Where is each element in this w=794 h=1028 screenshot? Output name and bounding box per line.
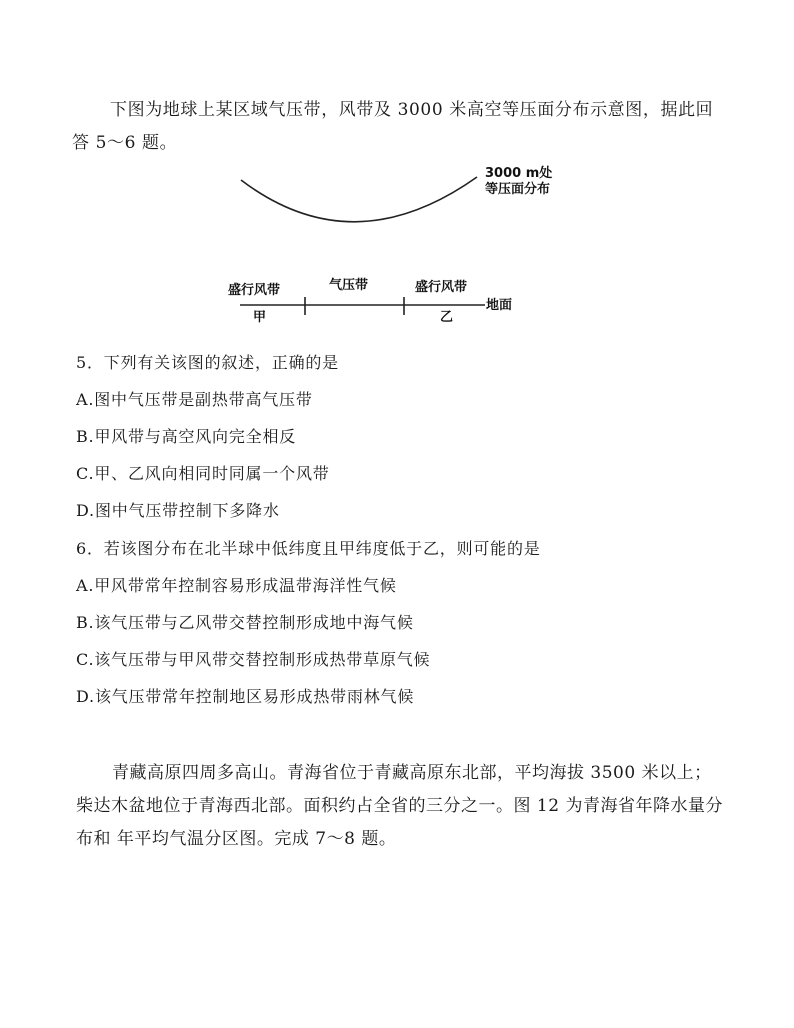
question-5-option-a: A.图中气压带是副热带高气压带 xyxy=(76,390,313,409)
passage-2-paragraph xyxy=(76,757,726,856)
intro-text: 下图为地球上某区域气压带，风带及 3000 米高空等压面分布示意图，据此回答 5～6 题。 xyxy=(72,100,714,153)
question-5-option-c: C.甲、乙风向相同时同属一个风带 xyxy=(76,464,330,483)
question-5-stem: 5．下列有关该图的叙述，正确的是 xyxy=(76,353,339,372)
question-6-option-c: C.该气压带与甲风带交替控制形成热带草原气候 xyxy=(76,650,431,669)
question-6-option-a: A.甲风带常年控制容易形成温带海洋性气候 xyxy=(76,576,397,595)
ground-label: 地面 xyxy=(486,298,513,313)
question-6-stem: 6．若该图分布在北半球中低纬度且甲纬度低于乙，则可能的是 xyxy=(76,539,541,558)
question-6-option-d: D.该气压带常年控制地区易形成热带雨林气候 xyxy=(76,687,415,706)
belt-label-right: 盛行风带 xyxy=(415,280,468,295)
question-6-option-b: B.该气压带与乙风带交替控制形成地中海气候 xyxy=(76,613,414,632)
marker-jia: 甲 xyxy=(253,310,267,325)
passage-2-text: 青藏高原四周多高山。青海省位于青藏高原东北部，平均海拔 3500 米以上；柴达木盆地位于青海西北部。面积约占全省的三分之一。图 12 为青海省年降水量分布和 年平均气温分区图。完成 7～8 题。 xyxy=(76,763,723,849)
intro-paragraph xyxy=(72,94,722,160)
question-5-option-b: B.甲风带与高空风向完全相反 xyxy=(76,427,297,446)
marker-yi: 乙 xyxy=(440,310,454,325)
question-5-option-d: D.图中气压带控制下多降水 xyxy=(76,501,280,520)
belt-label-left: 盛行风带 xyxy=(228,283,281,298)
pressure-belt-diagram xyxy=(215,160,555,335)
isobar-label-line1: 3000 m处 xyxy=(485,166,553,181)
isobar-label-line2: 等压面分布 xyxy=(485,182,551,197)
belt-label-middle: 气压带 xyxy=(329,278,369,293)
isobar-curve xyxy=(241,177,477,222)
